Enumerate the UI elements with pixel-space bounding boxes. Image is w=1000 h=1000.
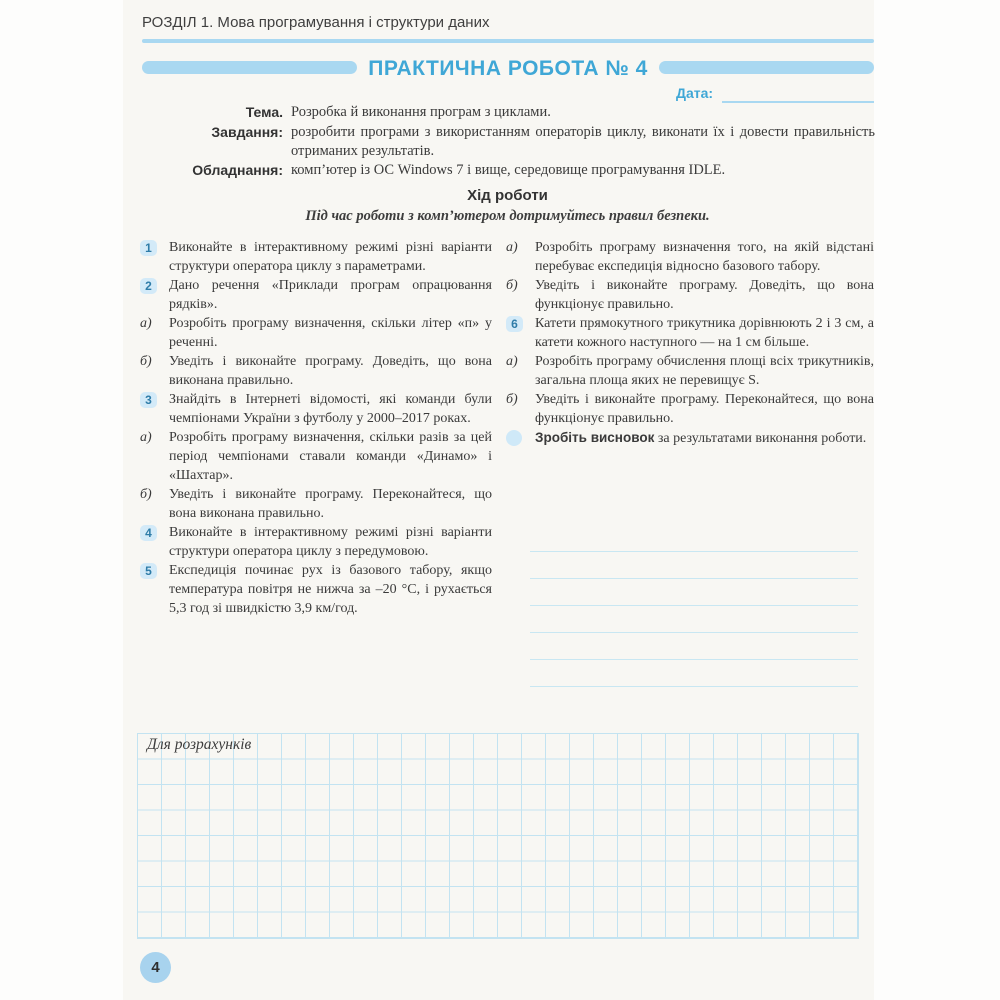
task-text: Розробіть програму обчислення площі всіх трикутників, загальна площа яких не перевищує S. — [535, 354, 874, 388]
subtask-item-6a — [506, 352, 874, 390]
assignment-value: розробити програми з використанням операторів циклу, виконати їх і довести правильність отриманих результатів. — [291, 124, 875, 159]
subtask-item-3b — [140, 485, 492, 523]
subtask-marker: а) — [506, 240, 518, 255]
writing-line — [530, 633, 858, 660]
task-text: Дано речення «Приклади програм опрацювання рядків». — [169, 278, 492, 312]
safety-note: Під час роботи з комп’ютером дотримуйтесь правил безпеки. — [305, 208, 710, 224]
task-item-6 — [506, 314, 874, 352]
task-number-badge: 3 — [140, 392, 157, 408]
task-text: Розробіть програму визначення того, на якій відстані перебуває експедиція відносно базового табору. — [535, 240, 874, 274]
task-text: Уведіть і виконайте програму. Переконайтеся, що вона виконана правильно. — [169, 487, 492, 521]
subtask-marker: а) — [506, 354, 518, 369]
equipment-label: Обладнання: — [192, 162, 283, 178]
conclusion-rest: за результатами виконання роботи. — [654, 431, 867, 446]
task-number-badge: 2 — [140, 278, 157, 294]
subtask-item-6b — [506, 390, 874, 428]
page-number-badge: 4 — [140, 952, 171, 983]
topic-label: Тема. — [245, 104, 283, 120]
date-label: Дата: — [676, 85, 714, 101]
bullet-circle-icon — [506, 430, 522, 446]
conclusion-item — [506, 428, 874, 448]
writing-line — [530, 660, 858, 687]
task-text: Розробіть програму визначення, скільки літер «п» у реченні. — [169, 316, 492, 350]
conclusion-lead: Зробіть висновок — [535, 430, 655, 445]
task-number-badge: 5 — [140, 563, 157, 579]
task-number-badge: 4 — [140, 525, 157, 541]
equipment-value: комп’ютер із ОС Windows 7 і вище, середовище програмування IDLE. — [291, 162, 726, 178]
task-item-4 — [140, 523, 492, 561]
page-title: ПРАКТИЧНА РОБОТА № 4 — [368, 57, 648, 80]
subtask-marker: а) — [140, 316, 152, 331]
subtask-marker: б) — [140, 487, 152, 502]
task-item-2 — [140, 276, 492, 314]
writing-line — [530, 552, 858, 579]
task-text: Виконайте в інтерактивному режимі різні варіанти структури оператора циклу з передумовою. — [169, 525, 492, 559]
title-row — [142, 57, 874, 79]
task-text: Знайдіть в Інтернеті відомості, які команди були чемпіонами України з футболу у 2000–2017 роках. — [169, 392, 492, 426]
task-text: Уведіть і виконайте програму. Доведіть, що вона функціонує правильно. — [535, 278, 874, 312]
writing-line — [530, 579, 858, 606]
calculation-grid-label: Для розрахунків — [147, 736, 252, 753]
subtask-marker: а) — [140, 430, 152, 445]
subtask-item-5a — [506, 238, 874, 276]
subtask-marker: б) — [140, 354, 152, 369]
subtask-marker: б) — [506, 392, 518, 407]
subtask-item-3a — [140, 428, 492, 485]
subtask-item-2a — [140, 314, 492, 352]
topic-value: Розробка й виконання програм з циклами. — [291, 104, 551, 120]
writing-line — [530, 525, 858, 552]
task-text: Уведіть і виконайте програму. Доведіть, що вона виконана правильно. — [169, 354, 492, 388]
task-text: Уведіть і виконайте програму. Переконайтеся, що вона функціонує правильно. — [535, 392, 874, 426]
chapter-underline — [142, 39, 874, 43]
title-pill-right — [659, 61, 874, 74]
task-number-badge: 6 — [506, 316, 523, 332]
subtask-marker: б) — [506, 278, 518, 293]
calculation-grid — [137, 733, 859, 939]
task-text: Катети прямокутного трикутника дорівнюють 2 і 3 см, а катети кожного наступного — на 1 см більше. — [535, 316, 874, 350]
assignment-label: Завдання: — [211, 124, 283, 140]
tasks-left-column — [140, 238, 492, 618]
title-pill-left — [142, 61, 357, 74]
tasks-right-column — [506, 238, 874, 448]
subtask-item-5b — [506, 276, 874, 314]
procedure-heading: Хід роботи — [467, 187, 548, 204]
task-item-5 — [140, 561, 492, 618]
task-text: Виконайте в інтерактивному режимі різні варіанти структури оператора циклу з параметрами. — [169, 240, 492, 274]
task-number-badge: 1 — [140, 240, 157, 256]
task-item-1 — [140, 238, 492, 276]
task-item-3 — [140, 390, 492, 428]
answer-lines — [530, 525, 858, 687]
task-text: Експедиція починає рух із базового табору, якщо температура повітря не нижча за –20 °C, і рухається 5,3 год зі швидкістю 3,9 км/год. — [169, 563, 492, 616]
chapter-heading: РОЗДІЛ 1. Мова програмування і структури даних — [142, 14, 490, 31]
task-text: Розробіть програму визначення, скільки разів за цей період чемпіонами ставали команди «Динамо» і «Шахтар». — [169, 430, 492, 483]
writing-line — [530, 606, 858, 633]
subtask-item-2b — [140, 352, 492, 390]
